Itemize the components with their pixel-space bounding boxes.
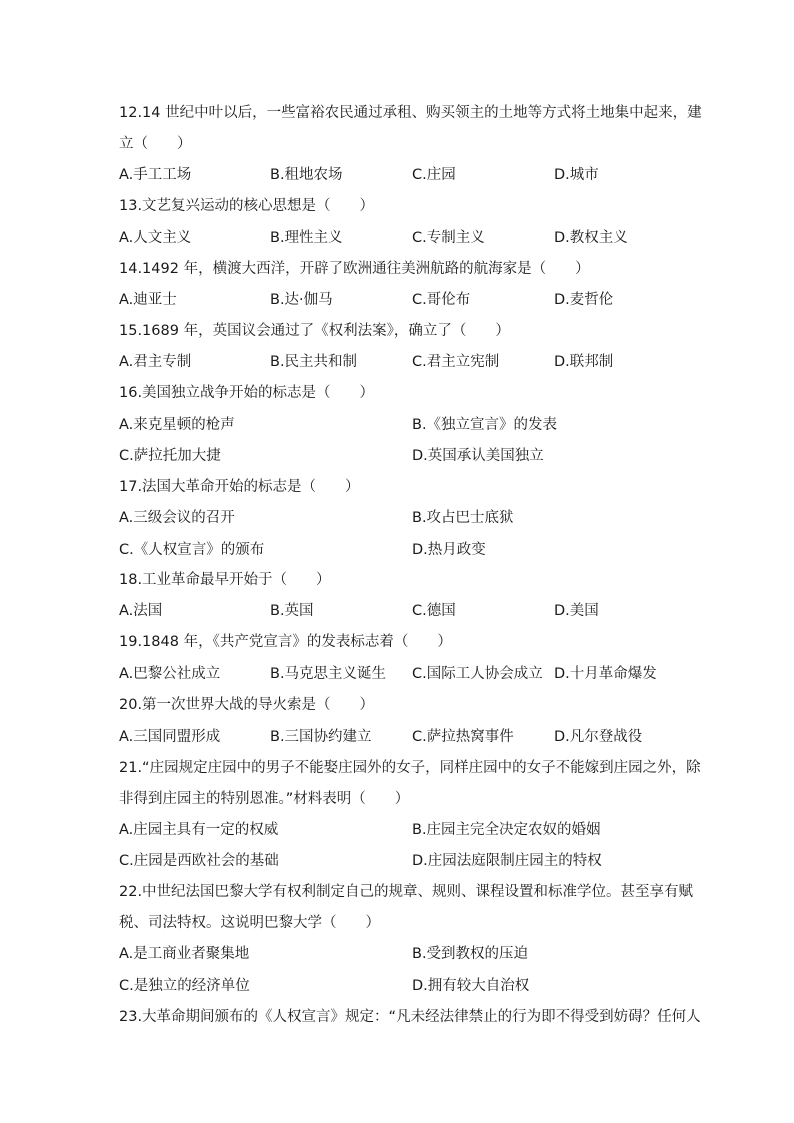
question-21-option-d: D.庄园法庭限制庄园主的特权: [412, 853, 602, 869]
question-15-option-d: D.联邦制: [554, 354, 614, 370]
question-16-option-c: C.萨拉托加大捷: [119, 448, 221, 464]
question-16-option-a: A.来克星顿的枪声: [119, 417, 235, 433]
question-12-stem-line-2: 立（ ）: [119, 136, 192, 152]
question-19-option-b: B.马克思主义诞生: [270, 666, 387, 682]
question-22-option-d: D.拥有较大自治权: [412, 978, 530, 994]
question-18-option-b: B.英国: [270, 603, 314, 619]
question-23-stem: 23.大革命期间颁布的《人权宣言》规定：“凡未经法律禁止的行为即不得受到妨碍？任何人: [119, 1009, 701, 1025]
question-22-option-b: B.受到教权的压迫: [412, 946, 529, 962]
question-14-option-d: D.麦哲伦: [554, 292, 614, 308]
question-20-option-c: C.萨拉热窝事件: [412, 729, 514, 745]
question-14-option-c: C.哥伦布: [412, 292, 471, 308]
question-22-stem-line-2: 税、司法特权。这说明巴黎大学（ ）: [119, 915, 380, 931]
question-14-option-b: B.达·伽马: [270, 292, 333, 308]
question-13-option-c: C.专制主义: [412, 230, 485, 246]
question-21-stem-line-1: 21.“庄园规定庄园中的男子不能娶庄园外的女子，同样庄园中的女子不能嫁到庄园之外，除: [119, 760, 701, 776]
question-19-stem: 19.1848 年，《共产党宣言》的发表标志着（ ）: [119, 634, 452, 650]
question-20-stem: 20.第一次世界大战的导火索是（ ）: [119, 697, 375, 713]
question-20-option-a: A.三国同盟形成: [119, 729, 221, 745]
question-14-option-a: A.迪亚士: [119, 292, 177, 308]
question-13-stem: 13.文艺复兴运动的核心思想是（ ）: [119, 198, 375, 214]
question-18-option-c: C.德国: [412, 603, 456, 619]
question-18-option-a: A.法国: [119, 603, 163, 619]
question-22-option-a: A.是工商业者聚集地: [119, 946, 250, 962]
question-21-stem-line-2: 非得到庄园主的特别恩准。”材料表明（ ）: [119, 791, 410, 807]
question-17-stem: 17.法国大革命开始的标志是（ ）: [119, 479, 360, 495]
question-17-option-b: B.攻占巴士底狱: [412, 510, 514, 526]
question-13-option-a: A.人文主义: [119, 230, 192, 246]
question-15-stem: 15.1689 年，英国议会通过了《权利法案》，确立了（ ）: [119, 323, 510, 339]
question-17-option-c: C.《人权宣言》的颁布: [119, 542, 265, 558]
question-12-option-a: A.手工工场: [119, 167, 192, 183]
question-15-option-c: C.君主立宪制: [412, 354, 500, 370]
question-16-option-d: D.英国承认美国独立: [412, 448, 544, 464]
question-19-option-c: C.国际工人协会成立: [412, 666, 543, 682]
question-21-option-a: A.庄园主具有一定的权威: [119, 822, 279, 838]
question-22-stem-line-1: 22.中世纪法国巴黎大学有权利制定自己的规章、规则、课程设置和标准学位。甚至享有赋: [119, 884, 694, 900]
question-21-option-b: B.庄园主完全决定农奴的婚姻: [412, 822, 601, 838]
question-12-option-d: D.城市: [554, 167, 599, 183]
question-15-option-b: B.民主共和制: [270, 354, 358, 370]
question-12-stem-line-1: 12.14 世纪中叶以后，一些富裕农民通过承租、购买领主的土地等方式将土地集中起来，建: [119, 105, 702, 121]
question-18-option-d: D.美国: [554, 603, 599, 619]
question-12-option-b: B.租地农场: [270, 167, 343, 183]
question-20-option-d: D.凡尔登战役: [554, 729, 643, 745]
question-17-option-d: D.热月政变: [412, 542, 486, 558]
question-17-option-a: A.三级会议的召开: [119, 510, 235, 526]
question-16-stem: 16.美国独立战争开始的标志是（ ）: [119, 385, 375, 401]
question-19-option-a: A.巴黎公社成立: [119, 666, 221, 682]
question-21-option-c: C.庄园是西欧社会的基础: [119, 853, 279, 869]
question-14-stem: 14.1492 年，横渡大西洋，开辟了欧洲通往美洲航路的航海家是（ ）: [119, 261, 590, 277]
question-13-option-b: B.理性主义: [270, 230, 343, 246]
question-22-option-c: C.是独立的经济单位: [119, 978, 250, 994]
question-13-option-d: D.教权主义: [554, 230, 628, 246]
question-19-option-d: D.十月革命爆发: [554, 666, 657, 682]
question-18-stem: 18.工业革命最早开始于（ ）: [119, 572, 331, 588]
question-20-option-b: B.三国协约建立: [270, 729, 372, 745]
question-15-option-a: A.君主专制: [119, 354, 192, 370]
question-16-option-b: B.《独立宣言》的发表: [412, 417, 558, 433]
question-12-option-c: C.庄园: [412, 167, 456, 183]
